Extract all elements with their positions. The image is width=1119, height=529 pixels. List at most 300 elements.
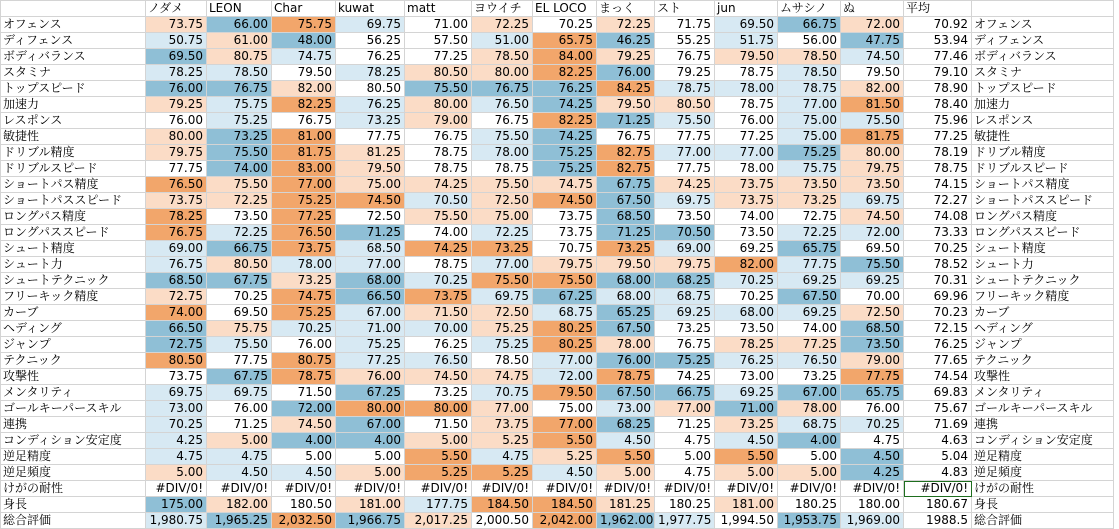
- stat-label-right-cell[interactable]: テクニック: [972, 353, 1114, 369]
- stat-value-cell[interactable]: 74.50: [841, 49, 904, 65]
- stat-value-cell[interactable]: #DIV/0!: [655, 481, 715, 497]
- stat-value-cell[interactable]: 77.75: [207, 353, 272, 369]
- stat-value-cell[interactable]: 77.75: [146, 161, 207, 177]
- stat-average-cell[interactable]: 69.96: [904, 289, 972, 305]
- stat-value-cell[interactable]: 74.25: [405, 177, 472, 193]
- stat-average-cell[interactable]: 77.46: [904, 49, 972, 65]
- stat-value-cell[interactable]: 56.00: [778, 33, 841, 49]
- stat-value-cell[interactable]: 74.75: [272, 49, 336, 65]
- stat-value-cell[interactable]: 71.25: [207, 417, 272, 433]
- stat-value-cell[interactable]: 74.25: [655, 369, 715, 385]
- stat-value-cell[interactable]: 78.25: [146, 65, 207, 81]
- stat-average-cell[interactable]: 77.25: [904, 129, 972, 145]
- stat-label-cell[interactable]: 敏捷性: [1, 129, 146, 145]
- stat-value-cell[interactable]: 180.25: [778, 497, 841, 513]
- stat-value-cell[interactable]: 72.00: [272, 401, 336, 417]
- stat-value-cell[interactable]: 78.00: [472, 145, 533, 161]
- stat-value-cell[interactable]: 76.00: [597, 353, 655, 369]
- stat-value-cell[interactable]: 72.50: [472, 193, 533, 209]
- stat-value-cell[interactable]: 4.75: [841, 433, 904, 449]
- stat-average-cell[interactable]: 70.25: [904, 241, 972, 257]
- stat-value-cell[interactable]: 184.50: [472, 497, 533, 513]
- stat-value-cell[interactable]: 78.50: [472, 49, 533, 65]
- stat-label-cell[interactable]: 逆足頻度: [1, 465, 146, 481]
- stat-value-cell[interactable]: 82.75: [597, 161, 655, 177]
- stat-value-cell[interactable]: 76.00: [146, 81, 207, 97]
- stat-value-cell[interactable]: 70.00: [841, 289, 904, 305]
- stat-value-cell[interactable]: 73.75: [146, 369, 207, 385]
- stat-value-cell[interactable]: 4.00: [336, 433, 405, 449]
- player-header-cell[interactable]: Char: [272, 1, 336, 17]
- stat-value-cell[interactable]: 68.00: [336, 273, 405, 289]
- stat-value-cell[interactable]: 2,017.25: [405, 513, 472, 529]
- stat-value-cell[interactable]: 1,980.75: [146, 513, 207, 529]
- stat-value-cell[interactable]: 67.00: [778, 385, 841, 401]
- stat-value-cell[interactable]: 79.75: [533, 257, 597, 273]
- stat-value-cell[interactable]: 73.25: [597, 241, 655, 257]
- stat-value-cell[interactable]: 67.50: [597, 193, 655, 209]
- stat-value-cell[interactable]: 73.00: [146, 401, 207, 417]
- stat-value-cell[interactable]: 4.50: [715, 433, 778, 449]
- stat-label-cell[interactable]: ヘディング: [1, 321, 146, 337]
- stat-value-cell[interactable]: 77.25: [336, 353, 405, 369]
- stat-value-cell[interactable]: 65.75: [533, 33, 597, 49]
- stat-value-cell[interactable]: 4.00: [778, 433, 841, 449]
- stat-value-cell[interactable]: 181.00: [715, 497, 778, 513]
- stat-label-right-cell[interactable]: オフェンス: [972, 17, 1114, 33]
- stat-value-cell[interactable]: 72.25: [207, 193, 272, 209]
- stat-value-cell[interactable]: 70.00: [405, 321, 472, 337]
- stat-value-cell[interactable]: 80.00: [472, 65, 533, 81]
- stat-value-cell[interactable]: 72.00: [841, 225, 904, 241]
- stat-label-cell[interactable]: コンディション安定度: [1, 433, 146, 449]
- stat-value-cell[interactable]: #DIV/0!: [207, 481, 272, 497]
- stat-value-cell[interactable]: 71.25: [655, 417, 715, 433]
- stat-value-cell[interactable]: 80.75: [207, 49, 272, 65]
- stat-value-cell[interactable]: 5.50: [597, 449, 655, 465]
- stat-value-cell[interactable]: 74.50: [533, 193, 597, 209]
- stat-value-cell[interactable]: 5.00: [778, 465, 841, 481]
- stat-value-cell[interactable]: 80.25: [533, 321, 597, 337]
- stat-value-cell[interactable]: 84.00: [533, 49, 597, 65]
- stat-value-cell[interactable]: 67.50: [778, 289, 841, 305]
- stat-label-right-cell[interactable]: ドリブルスピード: [972, 161, 1114, 177]
- stat-value-cell[interactable]: 75.75: [207, 97, 272, 113]
- stat-label-cell[interactable]: 総合評価: [1, 513, 146, 529]
- stat-value-cell[interactable]: 5.00: [597, 465, 655, 481]
- stat-value-cell[interactable]: 4.50: [841, 449, 904, 465]
- stat-value-cell[interactable]: 73.25: [472, 241, 533, 257]
- stat-value-cell[interactable]: 74.25: [405, 241, 472, 257]
- stat-label-right-cell[interactable]: ロングパススピード: [972, 225, 1114, 241]
- stat-value-cell[interactable]: 5.00: [146, 465, 207, 481]
- stat-value-cell[interactable]: 69.25: [841, 273, 904, 289]
- stat-value-cell[interactable]: 5.00: [272, 449, 336, 465]
- stat-label-right-cell[interactable]: ロングパス精度: [972, 209, 1114, 225]
- stat-average-cell[interactable]: 69.83: [904, 385, 972, 401]
- stat-label-right-cell[interactable]: 敏捷性: [972, 129, 1114, 145]
- stat-value-cell[interactable]: 70.25: [715, 273, 778, 289]
- stat-value-cell[interactable]: 75.50: [841, 113, 904, 129]
- stat-value-cell[interactable]: 75.50: [655, 113, 715, 129]
- player-header-cell[interactable]: ムサシノ: [778, 1, 841, 17]
- stat-value-cell[interactable]: 50.75: [146, 33, 207, 49]
- stat-value-cell[interactable]: 77.00: [272, 177, 336, 193]
- player-header-cell[interactable]: ノダメ: [146, 1, 207, 17]
- stat-value-cell[interactable]: 82.25: [272, 97, 336, 113]
- stat-value-cell[interactable]: 77.25: [715, 129, 778, 145]
- stat-value-cell[interactable]: 4.75: [207, 449, 272, 465]
- stat-value-cell[interactable]: 75.25: [272, 193, 336, 209]
- stat-value-cell[interactable]: 73.00: [715, 369, 778, 385]
- stat-label-right-cell[interactable]: ディフェンス: [972, 33, 1114, 49]
- stat-value-cell[interactable]: 5.50: [533, 433, 597, 449]
- stat-label-right-cell[interactable]: 加速力: [972, 97, 1114, 113]
- stat-value-cell[interactable]: 68.50: [336, 241, 405, 257]
- stat-value-cell[interactable]: 75.50: [841, 257, 904, 273]
- stat-value-cell[interactable]: 75.50: [472, 129, 533, 145]
- stat-average-cell[interactable]: 180.67: [904, 497, 972, 513]
- stat-value-cell[interactable]: #DIV/0!: [841, 481, 904, 497]
- stat-value-cell[interactable]: 74.50: [405, 369, 472, 385]
- stat-value-cell[interactable]: 74.50: [336, 193, 405, 209]
- stat-value-cell[interactable]: 77.00: [533, 417, 597, 433]
- stat-value-cell[interactable]: 67.25: [533, 289, 597, 305]
- stat-value-cell[interactable]: 74.00: [715, 209, 778, 225]
- stat-average-cell[interactable]: 78.75: [904, 161, 972, 177]
- stat-average-cell[interactable]: 78.40: [904, 97, 972, 113]
- stat-value-cell[interactable]: 80.25: [533, 337, 597, 353]
- player-header-cell[interactable]: まっく: [597, 1, 655, 17]
- stat-value-cell[interactable]: 75.00: [778, 129, 841, 145]
- stat-value-cell[interactable]: 73.75: [272, 241, 336, 257]
- stat-value-cell[interactable]: 69.25: [715, 385, 778, 401]
- stat-label-right-cell[interactable]: カーブ: [972, 305, 1114, 321]
- stat-label-cell[interactable]: シュート力: [1, 257, 146, 273]
- stat-value-cell[interactable]: 175.00: [146, 497, 207, 513]
- stat-label-cell[interactable]: 攻撃性: [1, 369, 146, 385]
- stat-value-cell[interactable]: 76.75: [655, 49, 715, 65]
- empty-header-cell[interactable]: [972, 1, 1114, 17]
- stat-value-cell[interactable]: 184.50: [533, 497, 597, 513]
- stat-value-cell[interactable]: 2,042.00: [533, 513, 597, 529]
- stat-value-cell[interactable]: 70.50: [405, 193, 472, 209]
- stat-value-cell[interactable]: 68.00: [597, 273, 655, 289]
- stat-value-cell[interactable]: 76.75: [597, 129, 655, 145]
- stat-value-cell[interactable]: 67.00: [336, 305, 405, 321]
- stat-value-cell[interactable]: 4.75: [655, 465, 715, 481]
- stat-value-cell[interactable]: 79.00: [405, 113, 472, 129]
- stat-value-cell[interactable]: 5.25: [533, 449, 597, 465]
- stat-average-cell[interactable]: 71.69: [904, 417, 972, 433]
- stat-value-cell[interactable]: 73.25: [336, 113, 405, 129]
- stat-value-cell[interactable]: 46.25: [597, 33, 655, 49]
- player-header-cell[interactable]: matt: [405, 1, 472, 17]
- stat-value-cell[interactable]: 71.25: [597, 113, 655, 129]
- stat-average-cell[interactable]: 53.94: [904, 33, 972, 49]
- stat-value-cell[interactable]: 82.25: [533, 113, 597, 129]
- stat-label-right-cell[interactable]: レスポンス: [972, 113, 1114, 129]
- stat-value-cell[interactable]: 81.75: [272, 145, 336, 161]
- stat-value-cell[interactable]: 70.25: [715, 289, 778, 305]
- stat-value-cell[interactable]: 75.00: [778, 113, 841, 129]
- stat-value-cell[interactable]: 71.50: [272, 385, 336, 401]
- stat-value-cell[interactable]: 78.75: [715, 97, 778, 113]
- stat-value-cell[interactable]: 73.50: [841, 177, 904, 193]
- stat-label-right-cell[interactable]: 攻撃性: [972, 369, 1114, 385]
- stat-value-cell[interactable]: 82.00: [272, 81, 336, 97]
- stat-value-cell[interactable]: 67.75: [597, 177, 655, 193]
- stat-value-cell[interactable]: 73.75: [146, 17, 207, 33]
- stat-label-right-cell[interactable]: ジャンプ: [972, 337, 1114, 353]
- stat-value-cell[interactable]: 79.75: [841, 161, 904, 177]
- stat-value-cell[interactable]: 74.00: [207, 161, 272, 177]
- stat-average-cell[interactable]: 5.04: [904, 449, 972, 465]
- stat-value-cell[interactable]: 79.00: [841, 353, 904, 369]
- stat-value-cell[interactable]: 76.00: [207, 401, 272, 417]
- stat-value-cell[interactable]: 80.50: [207, 257, 272, 273]
- stat-value-cell[interactable]: 73.25: [207, 129, 272, 145]
- stat-value-cell[interactable]: 76.25: [715, 353, 778, 369]
- stat-value-cell[interactable]: 73.50: [655, 209, 715, 225]
- stat-value-cell[interactable]: 78.00: [715, 81, 778, 97]
- stat-value-cell[interactable]: 5.00: [207, 433, 272, 449]
- stat-value-cell[interactable]: 68.25: [655, 273, 715, 289]
- stat-label-cell[interactable]: オフェンス: [1, 17, 146, 33]
- stat-value-cell[interactable]: 79.50: [715, 49, 778, 65]
- stat-value-cell[interactable]: 1,966.75: [336, 513, 405, 529]
- stat-value-cell[interactable]: 76.25: [336, 97, 405, 113]
- stat-value-cell[interactable]: 71.25: [336, 225, 405, 241]
- stat-average-cell[interactable]: 75.67: [904, 401, 972, 417]
- stat-value-cell[interactable]: 76.25: [533, 81, 597, 97]
- stat-value-cell[interactable]: 78.00: [272, 257, 336, 273]
- stat-value-cell[interactable]: 72.50: [841, 305, 904, 321]
- stat-value-cell[interactable]: 80.50: [146, 353, 207, 369]
- stat-value-cell[interactable]: 80.00: [146, 129, 207, 145]
- stat-average-cell[interactable]: 79.10: [904, 65, 972, 81]
- stat-label-cell[interactable]: カーブ: [1, 305, 146, 321]
- stat-label-right-cell[interactable]: 身長: [972, 497, 1114, 513]
- stat-label-right-cell[interactable]: ボディバランス: [972, 49, 1114, 65]
- stat-label-cell[interactable]: ショートパススピード: [1, 193, 146, 209]
- stat-value-cell[interactable]: 82.25: [533, 65, 597, 81]
- stat-value-cell[interactable]: 75.25: [533, 161, 597, 177]
- stat-value-cell[interactable]: 5.00: [778, 449, 841, 465]
- stat-value-cell[interactable]: 67.25: [336, 385, 405, 401]
- stat-value-cell[interactable]: 80.00: [405, 97, 472, 113]
- stat-value-cell[interactable]: 70.25: [405, 273, 472, 289]
- stat-value-cell[interactable]: 75.75: [207, 321, 272, 337]
- stat-value-cell[interactable]: 77.00: [715, 145, 778, 161]
- corner-cell[interactable]: [1, 1, 146, 17]
- stat-label-right-cell[interactable]: シュートテクニック: [972, 273, 1114, 289]
- stat-value-cell[interactable]: 75.00: [336, 177, 405, 193]
- stat-value-cell[interactable]: 73.25: [405, 385, 472, 401]
- stat-value-cell[interactable]: 80.00: [336, 401, 405, 417]
- stat-value-cell[interactable]: 72.50: [336, 209, 405, 225]
- stat-value-cell[interactable]: 76.50: [146, 177, 207, 193]
- stat-value-cell[interactable]: 71.00: [336, 321, 405, 337]
- stat-value-cell[interactable]: 68.50: [597, 209, 655, 225]
- stat-value-cell[interactable]: 1,977.75: [655, 513, 715, 529]
- stat-value-cell[interactable]: 70.25: [533, 17, 597, 33]
- stat-value-cell[interactable]: 71.50: [405, 417, 472, 433]
- stat-value-cell[interactable]: 74.00: [146, 305, 207, 321]
- stat-label-right-cell[interactable]: メンタリティ: [972, 385, 1114, 401]
- stat-value-cell[interactable]: 2,000.50: [472, 513, 533, 529]
- stat-value-cell[interactable]: 72.25: [207, 225, 272, 241]
- stat-value-cell[interactable]: 4.50: [207, 465, 272, 481]
- stat-value-cell[interactable]: 76.75: [207, 81, 272, 97]
- stat-label-cell[interactable]: レスポンス: [1, 113, 146, 129]
- stat-value-cell[interactable]: 78.75: [405, 257, 472, 273]
- stat-value-cell[interactable]: 76.75: [655, 337, 715, 353]
- stat-value-cell[interactable]: 73.25: [272, 273, 336, 289]
- stat-value-cell[interactable]: 72.25: [778, 225, 841, 241]
- stat-value-cell[interactable]: #DIV/0!: [405, 481, 472, 497]
- stat-value-cell[interactable]: 82.00: [715, 257, 778, 273]
- stat-label-right-cell[interactable]: シュート精度: [972, 241, 1114, 257]
- stat-average-cell[interactable]: 70.23: [904, 305, 972, 321]
- stat-label-right-cell[interactable]: 連携: [972, 417, 1114, 433]
- stat-value-cell[interactable]: 75.50: [207, 177, 272, 193]
- player-header-cell[interactable]: jun: [715, 1, 778, 17]
- stat-value-cell[interactable]: 69.50: [146, 49, 207, 65]
- stat-value-cell[interactable]: 1,969.00: [841, 513, 904, 529]
- stat-value-cell[interactable]: #DIV/0!: [336, 481, 405, 497]
- stat-value-cell[interactable]: 4.50: [272, 465, 336, 481]
- stat-label-cell[interactable]: ショートパス精度: [1, 177, 146, 193]
- stat-value-cell[interactable]: 4.25: [146, 433, 207, 449]
- stat-value-cell[interactable]: 1,965.25: [207, 513, 272, 529]
- stat-value-cell[interactable]: 51.00: [472, 33, 533, 49]
- stat-value-cell[interactable]: 74.25: [655, 177, 715, 193]
- stat-average-cell[interactable]: 72.27: [904, 193, 972, 209]
- stat-value-cell[interactable]: 72.25: [472, 17, 533, 33]
- stat-value-cell[interactable]: 76.50: [472, 97, 533, 113]
- stat-label-cell[interactable]: トップスピード: [1, 81, 146, 97]
- stat-label-cell[interactable]: 加速力: [1, 97, 146, 113]
- stat-value-cell[interactable]: 75.25: [207, 113, 272, 129]
- stat-value-cell[interactable]: 79.50: [597, 97, 655, 113]
- stat-value-cell[interactable]: 79.75: [655, 257, 715, 273]
- stat-value-cell[interactable]: 76.25: [336, 49, 405, 65]
- stat-value-cell[interactable]: 68.50: [146, 273, 207, 289]
- stat-value-cell[interactable]: 73.50: [841, 337, 904, 353]
- stat-value-cell[interactable]: 73.50: [778, 177, 841, 193]
- stat-value-cell[interactable]: 76.00: [597, 65, 655, 81]
- stat-label-right-cell[interactable]: トップスピード: [972, 81, 1114, 97]
- stat-value-cell[interactable]: 76.50: [778, 353, 841, 369]
- stat-label-cell[interactable]: 身長: [1, 497, 146, 513]
- stat-value-cell[interactable]: 78.25: [715, 337, 778, 353]
- stat-value-cell[interactable]: 69.75: [841, 193, 904, 209]
- stat-value-cell[interactable]: 75.75: [778, 161, 841, 177]
- stat-value-cell[interactable]: #DIV/0!: [715, 481, 778, 497]
- stat-value-cell[interactable]: 66.75: [778, 17, 841, 33]
- stat-value-cell[interactable]: 71.75: [655, 17, 715, 33]
- stat-value-cell[interactable]: 76.75: [272, 113, 336, 129]
- stat-value-cell[interactable]: 75.50: [405, 209, 472, 225]
- stat-value-cell[interactable]: 69.50: [841, 241, 904, 257]
- stat-value-cell[interactable]: 5.00: [405, 433, 472, 449]
- stat-value-cell[interactable]: 65.25: [597, 305, 655, 321]
- stat-value-cell[interactable]: 79.25: [655, 65, 715, 81]
- stat-value-cell[interactable]: 76.00: [715, 113, 778, 129]
- stat-value-cell[interactable]: 67.75: [207, 369, 272, 385]
- stat-average-cell[interactable]: 1988.5: [904, 513, 972, 529]
- stat-value-cell[interactable]: 78.25: [146, 209, 207, 225]
- stat-value-cell[interactable]: 66.00: [207, 17, 272, 33]
- stat-value-cell[interactable]: 68.75: [533, 305, 597, 321]
- stat-value-cell[interactable]: 71.00: [715, 401, 778, 417]
- stat-value-cell[interactable]: 75.00: [472, 209, 533, 225]
- stat-average-cell[interactable]: 70.31: [904, 273, 972, 289]
- stat-value-cell[interactable]: 78.75: [472, 161, 533, 177]
- stat-value-cell[interactable]: 69.50: [207, 305, 272, 321]
- stat-label-right-cell[interactable]: ヘディング: [972, 321, 1114, 337]
- stat-value-cell[interactable]: 71.00: [405, 17, 472, 33]
- stat-value-cell[interactable]: 56.25: [336, 33, 405, 49]
- stat-value-cell[interactable]: 181.00: [336, 497, 405, 513]
- stat-value-cell[interactable]: 69.00: [146, 241, 207, 257]
- stat-value-cell[interactable]: 70.75: [533, 241, 597, 257]
- stat-value-cell[interactable]: 69.25: [655, 305, 715, 321]
- stat-value-cell[interactable]: 72.75: [778, 209, 841, 225]
- stat-label-right-cell[interactable]: シュート力: [972, 257, 1114, 273]
- stat-value-cell[interactable]: 84.25: [597, 81, 655, 97]
- stat-value-cell[interactable]: 70.75: [472, 385, 533, 401]
- stat-value-cell[interactable]: 76.75: [405, 129, 472, 145]
- stat-value-cell[interactable]: 82.00: [841, 81, 904, 97]
- stat-value-cell[interactable]: 79.25: [146, 97, 207, 113]
- stat-value-cell[interactable]: 51.75: [715, 33, 778, 49]
- stat-value-cell[interactable]: 72.00: [841, 17, 904, 33]
- stat-value-cell[interactable]: 70.25: [146, 417, 207, 433]
- stat-value-cell[interactable]: 80.75: [272, 353, 336, 369]
- player-header-cell[interactable]: LEON: [207, 1, 272, 17]
- stat-value-cell[interactable]: 76.25: [405, 337, 472, 353]
- stat-value-cell[interactable]: 75.25: [533, 145, 597, 161]
- stat-value-cell[interactable]: 68.25: [597, 417, 655, 433]
- stat-value-cell[interactable]: 5.00: [336, 449, 405, 465]
- stat-value-cell[interactable]: 76.75: [146, 225, 207, 241]
- stat-label-right-cell[interactable]: ショートパス精度: [972, 177, 1114, 193]
- stat-label-cell[interactable]: ロングパススピード: [1, 225, 146, 241]
- stat-value-cell[interactable]: 77.00: [778, 97, 841, 113]
- stat-value-cell[interactable]: 75.25: [778, 145, 841, 161]
- stat-value-cell[interactable]: 75.50: [207, 145, 272, 161]
- player-header-cell[interactable]: ぬ: [841, 1, 904, 17]
- player-header-cell[interactable]: EL LOCO: [533, 1, 597, 17]
- stat-value-cell[interactable]: 73.75: [146, 193, 207, 209]
- stat-value-cell[interactable]: 75.50: [472, 177, 533, 193]
- stat-value-cell[interactable]: 181.25: [597, 497, 655, 513]
- stat-value-cell[interactable]: 72.25: [597, 17, 655, 33]
- stat-value-cell[interactable]: 74.25: [533, 97, 597, 113]
- stat-value-cell[interactable]: 75.75: [272, 17, 336, 33]
- stat-value-cell[interactable]: 78.75: [655, 81, 715, 97]
- stat-value-cell[interactable]: 66.75: [655, 385, 715, 401]
- stat-value-cell[interactable]: 79.50: [336, 161, 405, 177]
- stat-value-cell[interactable]: 71.50: [405, 305, 472, 321]
- stat-value-cell[interactable]: 48.00: [272, 33, 336, 49]
- stat-value-cell[interactable]: 71.25: [597, 225, 655, 241]
- stat-value-cell[interactable]: 68.00: [597, 289, 655, 305]
- stat-value-cell[interactable]: 72.25: [472, 225, 533, 241]
- stat-value-cell[interactable]: 65.75: [841, 385, 904, 401]
